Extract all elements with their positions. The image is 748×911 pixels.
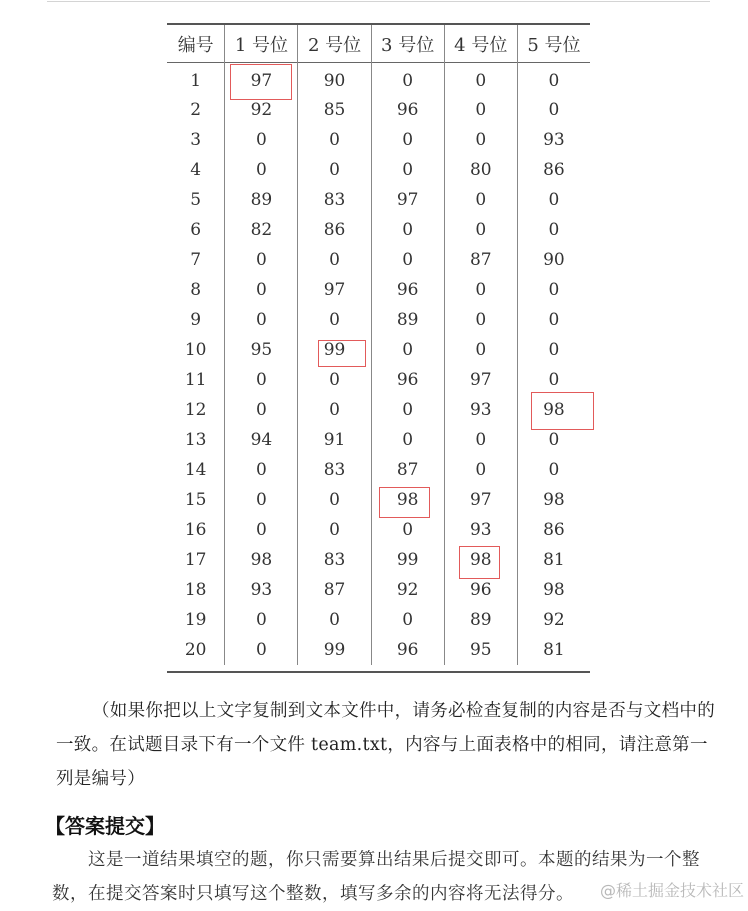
- cell-score: 0: [444, 305, 517, 335]
- cell-score: 94: [225, 425, 298, 455]
- cell-score: 0: [298, 125, 371, 155]
- cell-score: 93: [517, 125, 590, 155]
- cell-score: 98: [225, 545, 298, 575]
- cell-score: 0: [298, 305, 371, 335]
- cell-id: 11: [184, 370, 207, 390]
- cell-score: 98: [371, 485, 444, 515]
- cell-id: 14: [184, 460, 207, 480]
- table-row: [167, 515, 590, 545]
- cell-score: 0: [298, 365, 371, 395]
- table-row: [167, 545, 590, 575]
- table-row: [167, 425, 590, 455]
- cell-id: 13: [184, 430, 207, 450]
- table-row: [167, 605, 590, 635]
- highlight-box-r12-c5: [531, 392, 594, 430]
- cell-id: 6: [190, 220, 202, 240]
- table-row: [167, 335, 590, 365]
- cell-id: 4: [190, 160, 202, 180]
- cell-score: 0: [444, 125, 517, 155]
- cell-score: 97: [444, 485, 517, 515]
- table-row: [167, 245, 590, 275]
- cell-score: 99: [298, 635, 371, 665]
- table-row: [167, 215, 590, 245]
- cell-score: 85: [298, 95, 371, 125]
- cell-score: 0: [517, 305, 590, 335]
- cell-score: 86: [298, 215, 371, 245]
- cell-id: 12: [184, 400, 207, 420]
- cell-score: 0: [225, 155, 298, 185]
- cell-score: 98: [517, 575, 590, 605]
- cell-score: 0: [517, 455, 590, 485]
- cell-score: 0: [298, 395, 371, 425]
- cell-score: 0: [225, 515, 298, 545]
- cell-score: 92: [517, 605, 590, 635]
- cell-score: 98: [517, 485, 590, 515]
- cell-score: 0: [225, 365, 298, 395]
- score-table: [167, 25, 590, 665]
- cell-score: 89: [444, 605, 517, 635]
- table-row: [167, 455, 590, 485]
- cell-score: 83: [298, 185, 371, 215]
- cell-score: 96: [371, 95, 444, 125]
- section-title-answer-submit: 【答案提交】: [45, 814, 165, 838]
- header-pos-4: 4 号位: [444, 25, 517, 63]
- table-body: [167, 63, 590, 665]
- cell-score: 90: [298, 63, 371, 95]
- highlight-box-r1-c1: [230, 64, 292, 100]
- cell-score: 91: [298, 425, 371, 455]
- cell-score: 0: [371, 245, 444, 275]
- table-bottom-rule: [167, 671, 590, 673]
- cell-score: 92: [225, 95, 298, 125]
- highlight-box-r15-c3: [379, 487, 430, 518]
- cell-score: 0: [517, 335, 590, 365]
- cell-score: 0: [517, 425, 590, 455]
- cell-score: 0: [371, 605, 444, 635]
- cell-score: 0: [225, 485, 298, 515]
- cell-score: 99: [371, 545, 444, 575]
- cell-id: 19: [184, 610, 207, 630]
- header-pos-5: 5 号位: [517, 25, 590, 63]
- cell-score: 98: [517, 395, 590, 425]
- cell-score: 89: [371, 305, 444, 335]
- cell-score: 0: [444, 63, 517, 95]
- cell-score: 0: [444, 425, 517, 455]
- cell-score: 0: [225, 245, 298, 275]
- cell-score: 0: [371, 515, 444, 545]
- cell-score: 0: [298, 515, 371, 545]
- cell-score: 81: [517, 545, 590, 575]
- table-row: [167, 125, 590, 155]
- highlight-box-r17-c4: [459, 546, 500, 579]
- cell-score: 0: [225, 635, 298, 665]
- table-row: [167, 635, 590, 665]
- cell-score: 83: [298, 455, 371, 485]
- cell-score: 0: [225, 305, 298, 335]
- cell-score: 98: [444, 545, 517, 575]
- cell-score: 87: [298, 575, 371, 605]
- cell-id: 15: [184, 490, 207, 510]
- cell-score: 99: [298, 335, 371, 365]
- cell-score: 93: [444, 515, 517, 545]
- cell-score: 0: [298, 155, 371, 185]
- cell-score: 97: [298, 275, 371, 305]
- cell-score: 83: [298, 545, 371, 575]
- cell-score: 0: [517, 63, 590, 95]
- table-row: [167, 155, 590, 185]
- cell-score: 97: [444, 365, 517, 395]
- submit-instructions-paragraph: 这是一道结果填空的题，你只需要算出结果后提交即可。本题的结果为一个整数，在提交答案时只填写这个整数，填写多余的内容将无法得分。: [52, 850, 700, 904]
- header-pos-2: 2 号位: [298, 25, 371, 63]
- header-id: 编号: [177, 34, 214, 56]
- cell-score: 0: [517, 95, 590, 125]
- cell-score: 0: [444, 455, 517, 485]
- cell-score: 0: [298, 485, 371, 515]
- cell-score: 81: [517, 635, 590, 665]
- table-header-row: [167, 25, 590, 63]
- cell-score: 0: [517, 275, 590, 305]
- cell-score: 0: [371, 395, 444, 425]
- highlight-box-r10-c2: [318, 340, 366, 367]
- cell-score: 93: [225, 575, 298, 605]
- cell-score: 92: [371, 575, 444, 605]
- cell-score: 0: [517, 215, 590, 245]
- cell-id: 20: [184, 640, 207, 660]
- cell-id: 5: [190, 190, 202, 210]
- cell-id: 16: [184, 520, 207, 540]
- cell-score: 0: [444, 185, 517, 215]
- cell-score: 0: [517, 365, 590, 395]
- cell-score: 0: [444, 275, 517, 305]
- cell-score: 0: [225, 605, 298, 635]
- cell-score: 86: [517, 155, 590, 185]
- cell-score: 89: [225, 185, 298, 215]
- cell-score: 86: [517, 515, 590, 545]
- table-row: [167, 305, 590, 335]
- cell-score: 80: [444, 155, 517, 185]
- cell-score: 0: [225, 455, 298, 485]
- header-pos-3: 3 号位: [371, 25, 444, 63]
- cell-score: 0: [371, 425, 444, 455]
- cell-score: 0: [444, 95, 517, 125]
- cell-id: 9: [190, 310, 202, 330]
- watermark: @稀土掘金技术社区: [600, 881, 745, 900]
- page-top-divider: [47, 1, 710, 2]
- cell-id: 7: [190, 250, 202, 270]
- cell-score: 0: [444, 215, 517, 245]
- cell-score: 96: [371, 365, 444, 395]
- cell-score: 96: [444, 575, 517, 605]
- cell-score: 0: [371, 63, 444, 95]
- cell-score: 87: [444, 245, 517, 275]
- cell-score: 87: [371, 455, 444, 485]
- cell-score: 0: [444, 335, 517, 365]
- cell-score: 0: [298, 245, 371, 275]
- cell-id: 17: [184, 550, 207, 570]
- cell-score: 95: [444, 635, 517, 665]
- cell-score: 0: [371, 335, 444, 365]
- cell-score: 96: [371, 635, 444, 665]
- header-pos-1: 1 号位: [225, 25, 298, 63]
- cell-id: 18: [184, 580, 207, 600]
- cell-id: 10: [184, 340, 207, 360]
- cell-score: 0: [298, 605, 371, 635]
- cell-score: 0: [225, 125, 298, 155]
- table-row: [167, 365, 590, 395]
- cell-score: 0: [371, 155, 444, 185]
- table-row: [167, 395, 590, 425]
- cell-score: 82: [225, 215, 298, 245]
- cell-score: 0: [371, 215, 444, 245]
- note-paragraph: （如果你把以上文字复制到文本文件中，请务必检查复制的内容是否与文档中的一致。在试题目录下有一个文件 team.txt，内容与上面表格中的相同，请注意第一列是编号）: [56, 701, 715, 789]
- cell-id: 3: [190, 130, 202, 150]
- cell-score: 0: [517, 185, 590, 215]
- cell-score: 0: [225, 275, 298, 305]
- cell-score: 97: [371, 185, 444, 215]
- cell-score: 97: [225, 63, 298, 95]
- table-row: [167, 575, 590, 605]
- cell-id: 8: [190, 280, 202, 300]
- cell-score: 90: [517, 245, 590, 275]
- cell-score: 0: [225, 395, 298, 425]
- cell-score: 0: [371, 125, 444, 155]
- cell-id: 2: [190, 100, 202, 120]
- table-row: [167, 185, 590, 215]
- cell-score: 96: [371, 275, 444, 305]
- table-row: [167, 275, 590, 305]
- cell-id: 1: [190, 71, 202, 91]
- cell-score: 95: [225, 335, 298, 365]
- cell-score: 93: [444, 395, 517, 425]
